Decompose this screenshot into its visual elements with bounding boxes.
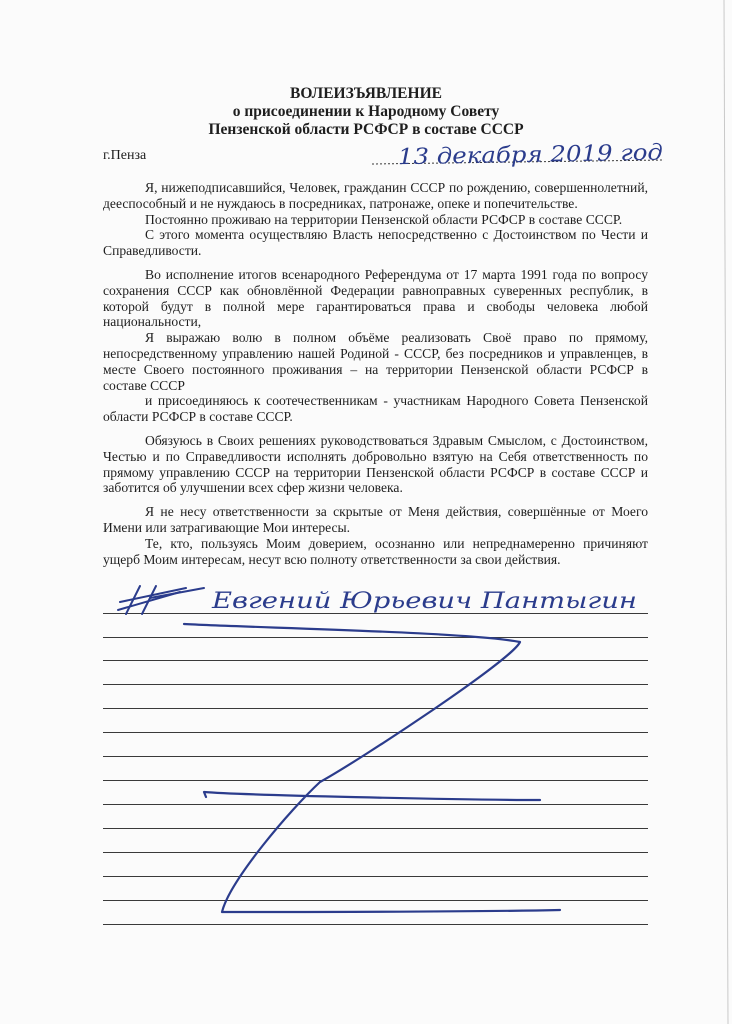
document-title: ВОЛЕИЗЪЯВЛЕНИЕ xyxy=(290,85,442,102)
paragraph: Я выражаю волю в полном объёме реализовать Своё право по прямому, непосредственному управлению нашей Родиной - СССР, без посредников и управленцев, в месте Своего постоянного проживания – на территории Пензенской области РСФСР в составе СССР xyxy=(103,330,648,393)
city-label: г.Пенза xyxy=(103,148,147,163)
paragraph: Обязуюсь в Своих решениях руководствоваться Здравым Смыслом, с Достоинством, Честью и по Справедливости исполнять добровольно взятую на Себя ответственность по прямому управлению СССР на территории Пензенской области РСФСР в составе СССР и заботится об улучшении всех сфер жизни человека. xyxy=(103,432,648,496)
paragraph: Я не несу ответственности за скрытые от Меня действия, совершённые от Моего Имени или затрагивающие Мои интересы. xyxy=(103,504,648,535)
svg-text:Евгений Юрьевич Пантыгин: Евгений Юрьевич Пантыгин xyxy=(210,589,638,614)
paragraph: и присоединяюсь к соотечественникам - участникам Народного Совета Пензенской области РСФСР в составе СССР. xyxy=(103,393,648,425)
paragraph: Постоянно проживаю на территории Пензенской области РСФСР в составе СССР. xyxy=(145,211,623,227)
document-subtitle-line-1: о присоединении к Народному Совету xyxy=(232,103,500,120)
paragraph: Я, нижеподписавшийся, Человек, гражданин СССР по рождению, совершеннолетний, дееспособный и не нуждаюсь в посредниках, патронаже, опеке и попечительстве. xyxy=(103,180,648,211)
svg-text:13 декабря 2019 год: 13 декабря 2019 год xyxy=(397,140,637,171)
paragraph: Во исполнение итогов всенародного Референдума от 17 марта 1991 года по вопросу сохранения СССР как обновлённой Федерации равноправных суверенных республик, в которой будут в полной мере гарантироваться права и свободы человека любой национальности, xyxy=(103,266,648,330)
document-subtitle-line-2: Пензенской области РСФСР в составе СССР xyxy=(208,121,524,138)
paragraph: Те, кто, пользуясь Моим доверием, осознанно или непреднамеренно причиняют ущерб Моим интересам, несут всю полноту ответственности за свои действия. xyxy=(103,535,648,567)
paragraph: С этого момента осуществляю Власть непосредственно с Достоинством по Чести и Справедливости. xyxy=(103,227,648,259)
